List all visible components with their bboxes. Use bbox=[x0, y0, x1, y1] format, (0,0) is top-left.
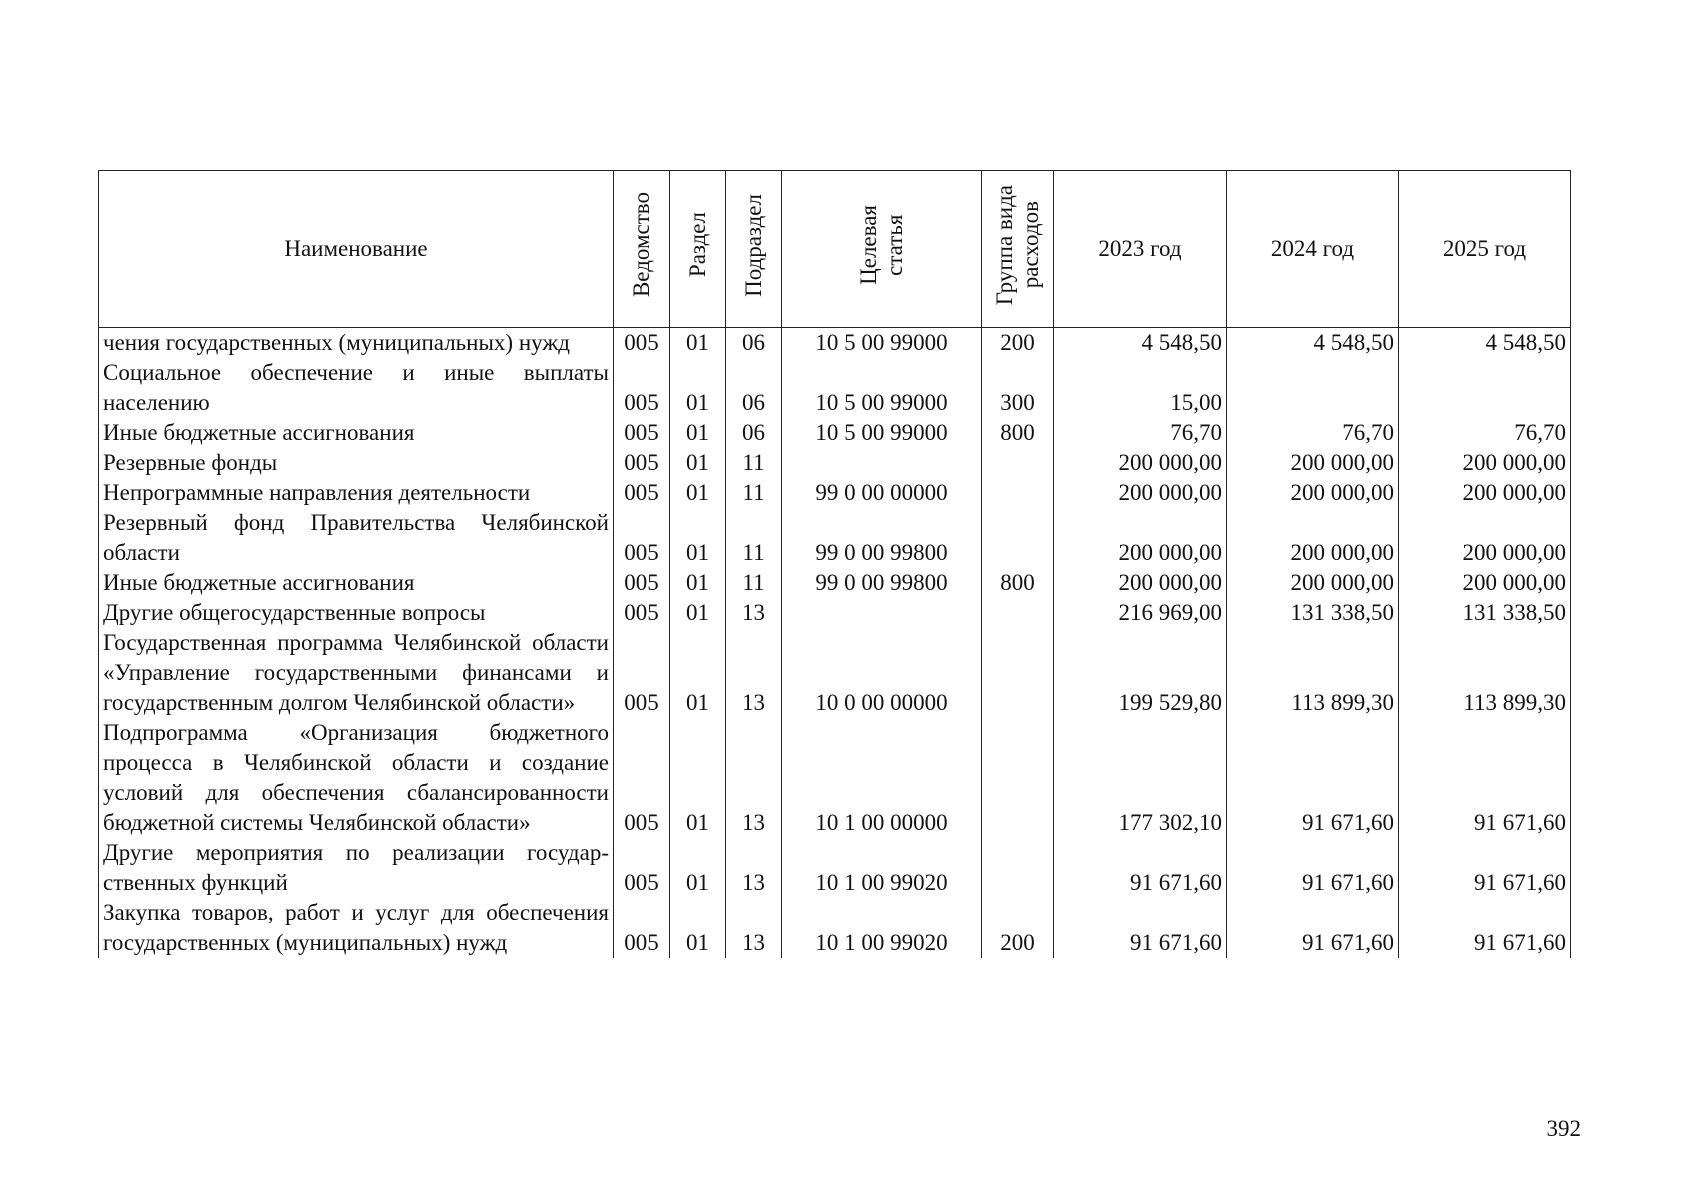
header-year-2025: 2025 год bbox=[1399, 171, 1571, 328]
table-row bbox=[99, 598, 1571, 628]
cell-celevaya-statya bbox=[782, 448, 982, 478]
cell-name: Резервные фонды bbox=[99, 448, 614, 478]
cell-razdel: 01 bbox=[670, 628, 726, 718]
cell-2025: 113 899,30 bbox=[1399, 628, 1571, 718]
cell-vedomstvo: 005 bbox=[614, 838, 670, 898]
page-number: 392 bbox=[1546, 1116, 1581, 1141]
cell-gruppa: 800 bbox=[982, 568, 1054, 598]
cell-2025: 91 671,60 bbox=[1399, 718, 1571, 838]
table-header bbox=[99, 171, 1571, 328]
cell-celevaya-statya: 99 0 00 99800 bbox=[782, 508, 982, 568]
cell-name: Другие мероприятия по реализации государственных функций bbox=[99, 838, 614, 898]
cell-podrazdel: 11 bbox=[726, 478, 782, 508]
table-row bbox=[99, 328, 1571, 359]
cell-razdel: 01 bbox=[670, 718, 726, 838]
cell-2025: 4 548,50 bbox=[1399, 328, 1571, 359]
cell-vedomstvo: 005 bbox=[614, 568, 670, 598]
cell-gruppa bbox=[982, 628, 1054, 718]
cell-2024: 91 671,60 bbox=[1227, 898, 1399, 958]
cell-vedomstvo: 005 bbox=[614, 478, 670, 508]
cell-celevaya-statya: 10 5 00 99000 bbox=[782, 418, 982, 448]
cell-podrazdel: 13 bbox=[726, 838, 782, 898]
cell-vedomstvo: 005 bbox=[614, 898, 670, 958]
cell-podrazdel: 11 bbox=[726, 448, 782, 478]
table-row bbox=[99, 508, 1571, 568]
cell-vedomstvo: 005 bbox=[614, 508, 670, 568]
cell-vedomstvo: 005 bbox=[614, 598, 670, 628]
cell-2025: 76,70 bbox=[1399, 418, 1571, 448]
header-year-2024: 2024 год bbox=[1227, 171, 1399, 328]
cell-2023: 200 000,00 bbox=[1054, 478, 1227, 508]
cell-2024: 91 671,60 bbox=[1227, 718, 1399, 838]
header-celevaya-statya: Целевая статья bbox=[782, 171, 982, 328]
cell-celevaya-statya: 10 1 00 99020 bbox=[782, 898, 982, 958]
table-row bbox=[99, 418, 1571, 448]
cell-2024: 131 338,50 bbox=[1227, 598, 1399, 628]
cell-name: Социальное обеспечение и иные выплаты населению bbox=[99, 358, 614, 418]
header-vedomstvo: Ведомство bbox=[614, 171, 670, 328]
cell-name: Подпрограмма «Организация бюджетного процесса в Челябинской области и создание условий для обеспечения сбалансированности бюджетной системы Челябинской области» bbox=[99, 718, 614, 838]
cell-podrazdel: 06 bbox=[726, 358, 782, 418]
cell-gruppa: 800 bbox=[982, 418, 1054, 448]
cell-name: Непрограммные направления деятельности bbox=[99, 478, 614, 508]
cell-celevaya-statya: 99 0 00 99800 bbox=[782, 568, 982, 598]
cell-razdel: 01 bbox=[670, 568, 726, 598]
cell-2025: 91 671,60 bbox=[1399, 898, 1571, 958]
cell-razdel: 01 bbox=[670, 418, 726, 448]
cell-vedomstvo: 005 bbox=[614, 358, 670, 418]
cell-gruppa bbox=[982, 508, 1054, 568]
table-row bbox=[99, 628, 1571, 718]
cell-name: Иные бюджетные ассигнования bbox=[99, 418, 614, 448]
cell-2024: 91 671,60 bbox=[1227, 838, 1399, 898]
cell-2024 bbox=[1227, 358, 1399, 418]
cell-vedomstvo: 005 bbox=[614, 718, 670, 838]
cell-celevaya-statya: 10 1 00 99020 bbox=[782, 838, 982, 898]
cell-podrazdel: 13 bbox=[726, 718, 782, 838]
cell-podrazdel: 13 bbox=[726, 898, 782, 958]
cell-razdel: 01 bbox=[670, 328, 726, 359]
table-body bbox=[99, 328, 1571, 959]
header-gruppa-vida-rashodov: Группа вида расходов bbox=[982, 171, 1054, 328]
cell-name: чения государственных (муниципальных) нужд bbox=[99, 328, 614, 359]
cell-podrazdel: 13 bbox=[726, 598, 782, 628]
cell-celevaya-statya bbox=[782, 598, 982, 628]
cell-podrazdel: 11 bbox=[726, 568, 782, 598]
cell-vedomstvo: 005 bbox=[614, 418, 670, 448]
cell-celevaya-statya: 10 1 00 00000 bbox=[782, 718, 982, 838]
table-row bbox=[99, 898, 1571, 958]
table-row bbox=[99, 358, 1571, 418]
cell-2024: 200 000,00 bbox=[1227, 478, 1399, 508]
cell-2023: 216 969,00 bbox=[1054, 598, 1227, 628]
cell-2025: 200 000,00 bbox=[1399, 448, 1571, 478]
cell-gruppa bbox=[982, 838, 1054, 898]
cell-celevaya-statya: 10 5 00 99000 bbox=[782, 358, 982, 418]
cell-podrazdel: 06 bbox=[726, 328, 782, 359]
cell-razdel: 01 bbox=[670, 838, 726, 898]
cell-2024: 113 899,30 bbox=[1227, 628, 1399, 718]
cell-vedomstvo: 005 bbox=[614, 448, 670, 478]
cell-2023: 91 671,60 bbox=[1054, 898, 1227, 958]
cell-razdel: 01 bbox=[670, 508, 726, 568]
cell-name: Государственная программа Челябинской области «Управление государственными финансами и государственным долгом Челябинской области» bbox=[99, 628, 614, 718]
header-name: Наименование bbox=[99, 171, 614, 328]
cell-2024: 200 000,00 bbox=[1227, 448, 1399, 478]
cell-gruppa bbox=[982, 448, 1054, 478]
cell-2025: 91 671,60 bbox=[1399, 838, 1571, 898]
cell-name: Закупка товаров, работ и услуг для обеспечения государственных (муниципальных) нужд bbox=[99, 898, 614, 958]
cell-razdel: 01 bbox=[670, 358, 726, 418]
table-row bbox=[99, 478, 1571, 508]
cell-podrazdel: 06 bbox=[726, 418, 782, 448]
table-row bbox=[99, 568, 1571, 598]
header-razdel: Раздел bbox=[670, 171, 726, 328]
cell-2023: 76,70 bbox=[1054, 418, 1227, 448]
cell-name: Резервный фонд Правительства Челябинской области bbox=[99, 508, 614, 568]
header-year-2023: 2023 год bbox=[1054, 171, 1227, 328]
cell-name: Иные бюджетные ассигнования bbox=[99, 568, 614, 598]
cell-2023: 91 671,60 bbox=[1054, 838, 1227, 898]
cell-2025: 200 000,00 bbox=[1399, 508, 1571, 568]
cell-2025 bbox=[1399, 358, 1571, 418]
cell-name: Другие общегосударственные вопросы bbox=[99, 598, 614, 628]
cell-podrazdel: 13 bbox=[726, 628, 782, 718]
cell-2023: 4 548,50 bbox=[1054, 328, 1227, 359]
cell-gruppa bbox=[982, 598, 1054, 628]
cell-2024: 76,70 bbox=[1227, 418, 1399, 448]
cell-razdel: 01 bbox=[670, 478, 726, 508]
cell-2023: 177 302,10 bbox=[1054, 718, 1227, 838]
cell-2023: 200 000,00 bbox=[1054, 568, 1227, 598]
cell-gruppa: 200 bbox=[982, 898, 1054, 958]
table-row bbox=[99, 838, 1571, 898]
cell-gruppa: 200 bbox=[982, 328, 1054, 359]
cell-podrazdel: 11 bbox=[726, 508, 782, 568]
cell-celevaya-statya: 10 5 00 99000 bbox=[782, 328, 982, 359]
cell-2025: 131 338,50 bbox=[1399, 598, 1571, 628]
cell-2023: 199 529,80 bbox=[1054, 628, 1227, 718]
table-row bbox=[99, 718, 1571, 838]
cell-2024: 4 548,50 bbox=[1227, 328, 1399, 359]
cell-2025: 200 000,00 bbox=[1399, 478, 1571, 508]
cell-gruppa bbox=[982, 478, 1054, 508]
cell-2024: 200 000,00 bbox=[1227, 568, 1399, 598]
cell-2023: 200 000,00 bbox=[1054, 508, 1227, 568]
cell-celevaya-statya: 10 0 00 00000 bbox=[782, 628, 982, 718]
cell-gruppa: 300 bbox=[982, 358, 1054, 418]
header-podrazdel: Подраздел bbox=[726, 171, 782, 328]
cell-gruppa bbox=[982, 718, 1054, 838]
table-row bbox=[99, 448, 1571, 478]
cell-2023: 15,00 bbox=[1054, 358, 1227, 418]
cell-2023: 200 000,00 bbox=[1054, 448, 1227, 478]
cell-vedomstvo: 005 bbox=[614, 628, 670, 718]
cell-razdel: 01 bbox=[670, 598, 726, 628]
budget-table bbox=[98, 170, 1571, 958]
cell-razdel: 01 bbox=[670, 898, 726, 958]
cell-celevaya-statya: 99 0 00 00000 bbox=[782, 478, 982, 508]
cell-razdel: 01 bbox=[670, 448, 726, 478]
cell-2024: 200 000,00 bbox=[1227, 508, 1399, 568]
cell-vedomstvo: 005 bbox=[614, 328, 670, 359]
cell-2025: 200 000,00 bbox=[1399, 568, 1571, 598]
